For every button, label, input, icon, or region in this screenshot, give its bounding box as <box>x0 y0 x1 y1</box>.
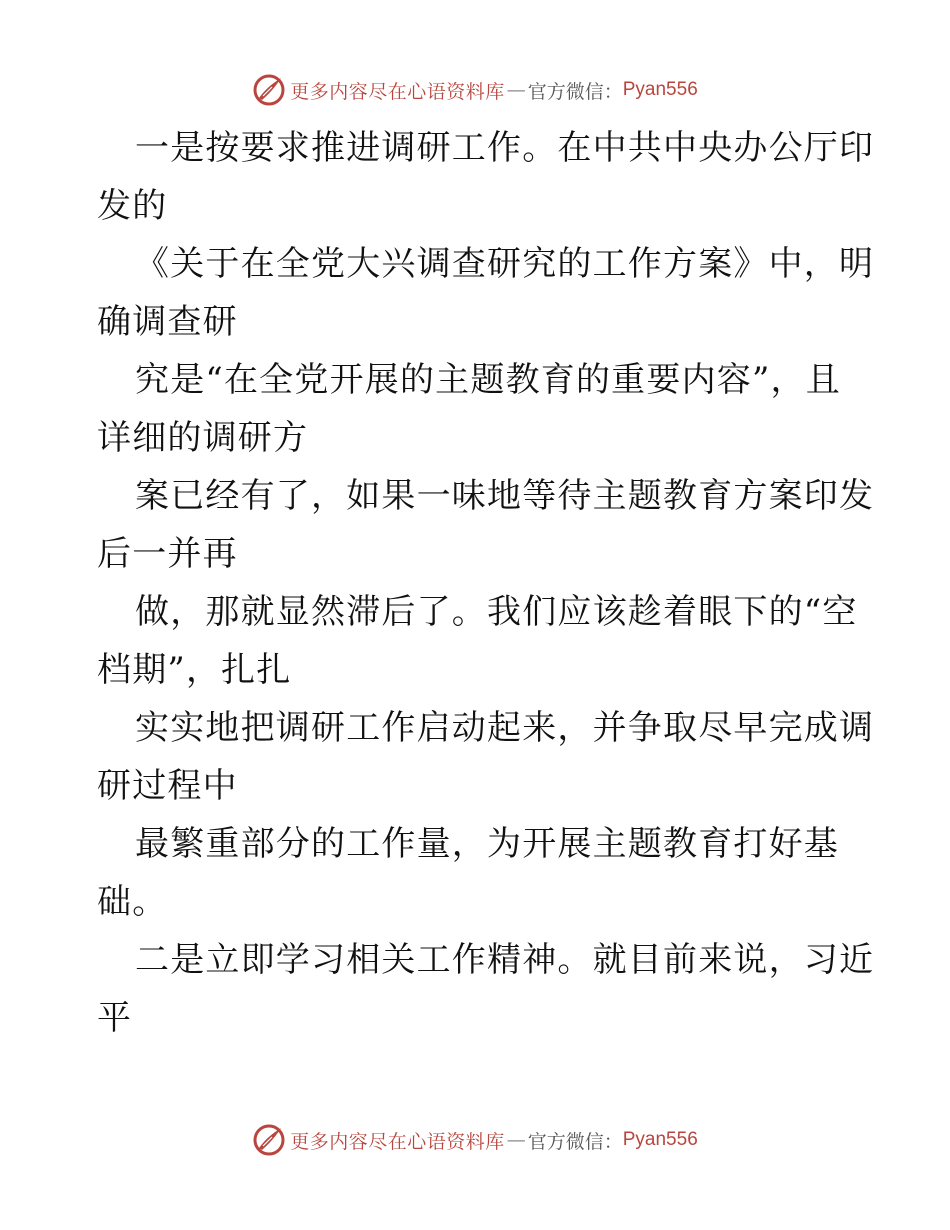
footer-wechat-label: 官方微信： <box>527 1130 623 1153</box>
text-line: 研过程中 <box>97 766 238 806</box>
text-line: 平 <box>97 998 133 1038</box>
header-wechat-account: Pyan556 <box>622 79 698 100</box>
footer-banner-separator: — <box>506 1129 526 1151</box>
footer-banner <box>0 1120 950 1160</box>
header-wechat-label: 官方微信： <box>527 80 623 103</box>
header-banner <box>0 70 950 110</box>
header-banner-text: 更多内容尽在心语资料库 <box>290 80 505 103</box>
footer-wechat-account: Pyan556 <box>622 1129 698 1150</box>
header-banner-separator: — <box>506 79 526 101</box>
text-line: 实实地把调研工作启动起来，并争取尽早完成调 <box>135 708 875 748</box>
text-line: 案已经有了，如果一味地等待主题教育方案印发 <box>135 476 875 516</box>
document-body <box>97 119 875 1047</box>
text-line: 《关于在全党大兴调查研究的工作方案》中，明 <box>135 244 875 284</box>
text-line: 二是立即学习相关工作精神。就目前来说，习近 <box>135 940 875 980</box>
text-line: 做，那就显然滞后了。我们应该趁着眼下的“空 <box>135 592 858 632</box>
text-line: 一是按要求推进调研工作。在中共中央办公厅印 <box>135 128 875 168</box>
quill-logo-icon <box>252 73 286 107</box>
text-line: 础。 <box>97 882 168 922</box>
text-line: 最繁重部分的工作量，为开展主题教育打好基 <box>135 824 839 864</box>
text-line: 发的 <box>97 186 168 226</box>
text-line: 后一并再 <box>97 534 238 574</box>
text-line: 究是“在全党开展的主题教育的重要内容”，且 <box>135 360 841 400</box>
text-line: 档期”，扎扎 <box>97 650 292 690</box>
footer-banner-text: 更多内容尽在心语资料库 <box>290 1130 505 1153</box>
quill-logo-icon <box>252 1123 286 1157</box>
text-line: 详细的调研方 <box>97 418 309 458</box>
text-line: 确调查研 <box>97 302 238 342</box>
